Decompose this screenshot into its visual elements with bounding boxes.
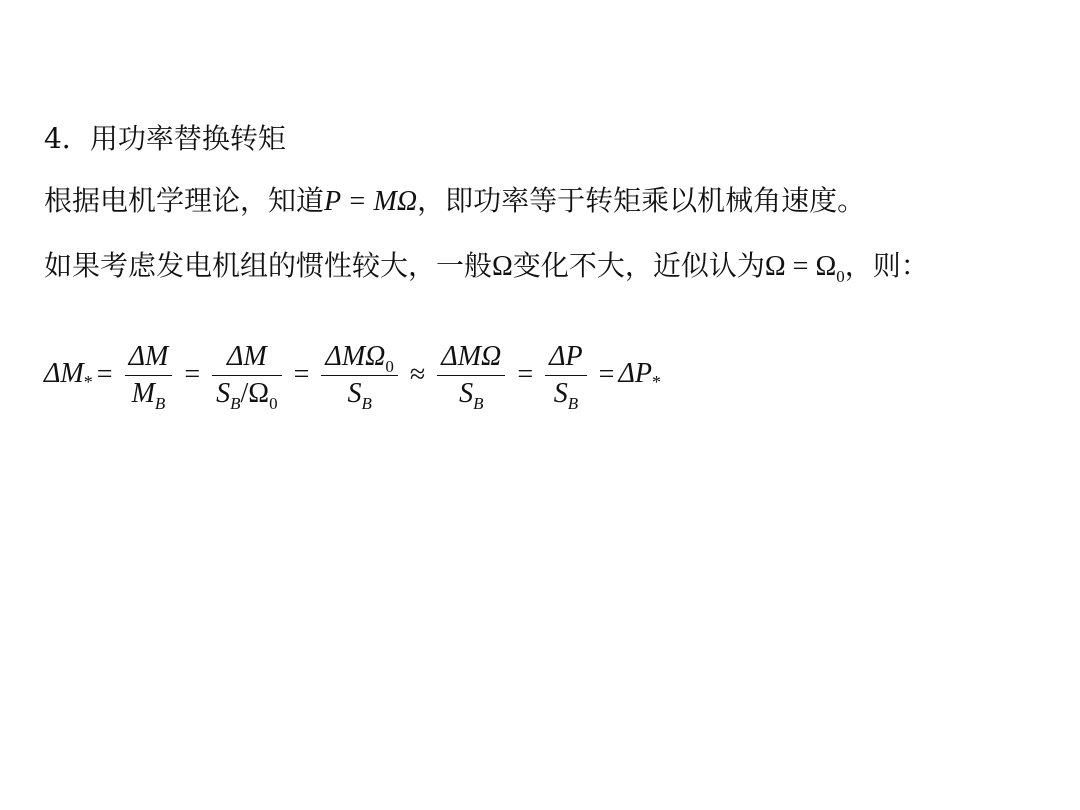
omega-approx-formula: $\Omega = \Omega_0$ <box>764 251 845 286</box>
fraction-2: $\frac{\Delta M}{S_B/\Omega_0}$ <box>212 339 281 412</box>
paragraph2-text-before: 如果考虑发电机组的惯性较大，一般 <box>44 249 493 282</box>
paragraph2-text-after: ，则： <box>844 249 929 282</box>
equals-sign: = <box>184 359 201 390</box>
paragraph-power-formula <box>44 184 865 219</box>
equals-sign: = <box>517 359 534 390</box>
paragraph1-text-after: ，即功率等于转矩乘以机械角速度。 <box>417 184 866 217</box>
paragraph-inertia-assumption <box>44 249 929 294</box>
per-unit-equation <box>44 330 661 420</box>
equation-rhs: $\Delta P_*$ <box>618 357 661 392</box>
paragraph2-text-middle: 变化不大，近似认为 <box>512 249 765 282</box>
fraction-4: $\frac{\text{ΔMΩ}}{S_B}$ <box>437 339 505 412</box>
section-heading <box>44 122 286 156</box>
fraction-3: $\frac{\Delta M\Omega_0}{S_B}$ <box>321 339 398 412</box>
equation-lhs: $\Delta M_*$ <box>44 357 93 392</box>
equals-sign: = <box>293 359 310 390</box>
equals-sign: = <box>598 359 615 390</box>
paragraph1-text-before: 根据电机学理论，知道 <box>44 184 325 217</box>
fraction-1: $\frac{\Delta M}{M_B}$ <box>125 339 173 412</box>
approx-sign: ≈ <box>409 359 426 390</box>
heading-text: 4．用功率替换转矩 <box>44 122 286 155</box>
fraction-5: $\frac{\Delta P}{S_B}$ <box>545 339 587 412</box>
power-formula: P = MΩ <box>324 186 418 217</box>
omega-symbol: Ω <box>492 251 513 282</box>
equals-sign: = <box>96 359 113 390</box>
